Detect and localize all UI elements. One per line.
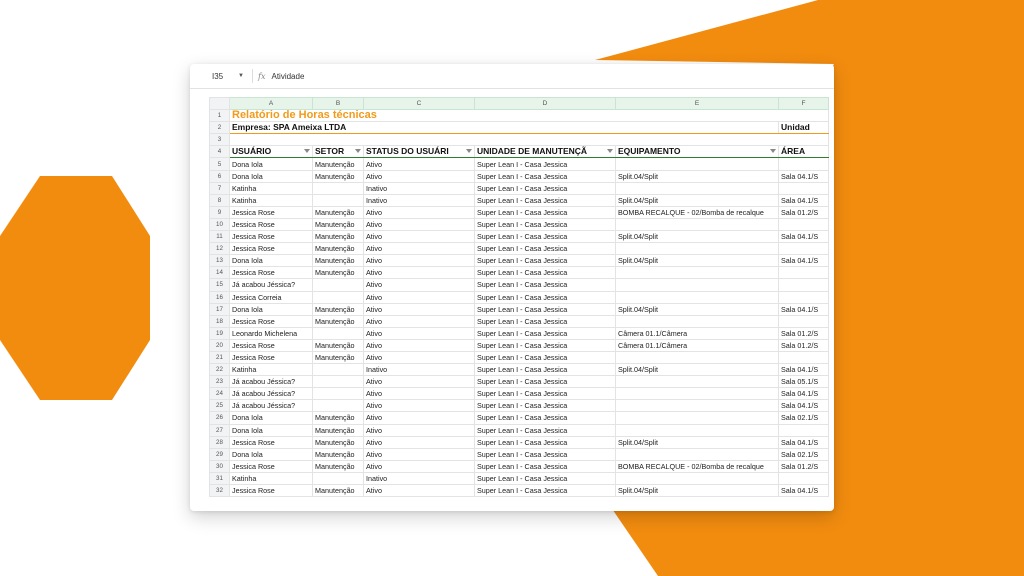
cell-f[interactable] [779, 291, 829, 303]
table-row [210, 376, 829, 388]
row-number[interactable]: 7 [210, 182, 230, 194]
table-row [210, 170, 829, 182]
table-row [210, 460, 829, 472]
cell-f[interactable]: Sala 04.1/S [779, 303, 829, 315]
cell-d[interactable]: Super Lean I - Casa Jessica [475, 291, 616, 303]
row-number[interactable]: 19 [210, 327, 230, 339]
row-number[interactable]: 8 [210, 194, 230, 206]
cell-f[interactable]: Sala 04.1/S [779, 231, 829, 243]
header-status[interactable]: STATUS DO USUÁRI [364, 146, 475, 158]
sheet-row [210, 134, 829, 146]
cell-d[interactable]: Super Lean I - Casa Jessica [475, 206, 616, 218]
row-number[interactable]: 16 [210, 291, 230, 303]
cell-a[interactable]: Já acabou Jéssica? [230, 388, 313, 400]
cell-f[interactable]: Sala 04.1/S [779, 170, 829, 182]
divider [252, 69, 253, 83]
cell-c[interactable]: Ativo [364, 218, 475, 230]
row-number[interactable]: 31 [210, 472, 230, 484]
cell-b[interactable]: Manutenção [313, 303, 364, 315]
table-row [210, 485, 829, 497]
cell-f[interactable]: Sala 04.1/S [779, 436, 829, 448]
orange-hexagon-left [0, 176, 150, 400]
row-number[interactable]: 17 [210, 303, 230, 315]
cell-c[interactable]: Inativo [364, 472, 475, 484]
select-all-corner[interactable] [210, 98, 230, 110]
table-row [210, 388, 829, 400]
cell-c[interactable]: Ativo [364, 436, 475, 448]
cell-f[interactable] [779, 218, 829, 230]
cell-d[interactable]: Super Lean I - Casa Jessica [475, 231, 616, 243]
cell-c[interactable]: Ativo [364, 400, 475, 412]
cell-e[interactable] [616, 351, 779, 363]
row-number[interactable]: 21 [210, 351, 230, 363]
table-row [210, 327, 829, 339]
cell-b[interactable]: Manutenção [313, 460, 364, 472]
filter-icon[interactable] [304, 149, 310, 153]
cell-f[interactable]: Sala 01.2/S [779, 327, 829, 339]
table-row [210, 412, 829, 424]
cell-f[interactable]: Sala 04.1/S [779, 400, 829, 412]
row-number[interactable]: 6 [210, 170, 230, 182]
cell-c[interactable]: Ativo [364, 376, 475, 388]
cell-d[interactable]: Super Lean I - Casa Jessica [475, 182, 616, 194]
cell-e[interactable] [616, 267, 779, 279]
cell-f[interactable]: Sala 04.1/S [779, 364, 829, 376]
cell-b[interactable]: Manutenção [313, 485, 364, 497]
cell-d[interactable]: Super Lean I - Casa Jessica [475, 194, 616, 206]
cell-e[interactable] [616, 400, 779, 412]
cell-a[interactable]: Dona Iola [230, 424, 313, 436]
table-row [210, 351, 829, 363]
cell-d[interactable]: Super Lean I - Casa Jessica [475, 436, 616, 448]
column-header-e[interactable]: E [616, 98, 779, 110]
cell-a[interactable]: Leonardo Michelena [230, 327, 313, 339]
cell-d[interactable]: Super Lean I - Casa Jessica [475, 279, 616, 291]
row-number[interactable]: 20 [210, 339, 230, 351]
cell-d[interactable]: Super Lean I - Casa Jessica [475, 485, 616, 497]
row-number[interactable]: 1 [210, 110, 230, 122]
cell-d[interactable]: Super Lean I - Casa Jessica [475, 448, 616, 460]
column-header-f[interactable]: F [779, 98, 829, 110]
cell-c[interactable]: Inativo [364, 364, 475, 376]
table-row [210, 243, 829, 255]
cell-d[interactable]: Super Lean I - Casa Jessica [475, 218, 616, 230]
cell-c[interactable]: Ativo [364, 351, 475, 363]
header-area[interactable]: ÁREA [779, 146, 829, 158]
cell-b[interactable] [313, 364, 364, 376]
cell-a[interactable]: Já acabou Jéssica? [230, 400, 313, 412]
chevron-down-icon[interactable]: ▼ [238, 73, 244, 79]
cell-a[interactable]: Jessica Rose [230, 218, 313, 230]
row-number[interactable]: 15 [210, 279, 230, 291]
cell-b[interactable] [313, 376, 364, 388]
cell-c[interactable]: Ativo [364, 424, 475, 436]
cell-f[interactable] [779, 279, 829, 291]
cell-b[interactable]: Manutenção [313, 412, 364, 424]
table-row [210, 315, 829, 327]
cell-b[interactable]: Manutenção [313, 351, 364, 363]
cell-a[interactable]: Jessica Rose [230, 243, 313, 255]
cell-f[interactable]: Sala 01.2/S [779, 460, 829, 472]
table-row [210, 231, 829, 243]
cell-e[interactable] [616, 315, 779, 327]
cell-d[interactable]: Super Lean I - Casa Jessica [475, 267, 616, 279]
table-row [210, 158, 829, 170]
cell-e[interactable] [616, 388, 779, 400]
sheet-row [210, 122, 829, 134]
filter-icon[interactable] [466, 149, 472, 153]
cell-a[interactable]: Jessica Rose [230, 206, 313, 218]
cell-a[interactable]: Dona Iola [230, 255, 313, 267]
row-number[interactable]: 29 [210, 448, 230, 460]
row-number[interactable]: 9 [210, 206, 230, 218]
row-number[interactable]: 5 [210, 158, 230, 170]
row-number[interactable]: 32 [210, 485, 230, 497]
cell-e[interactable]: Split.04/Split [616, 170, 779, 182]
cell-b[interactable] [313, 279, 364, 291]
cell-c[interactable]: Inativo [364, 194, 475, 206]
cell-a[interactable]: Katinha [230, 472, 313, 484]
cell-e[interactable]: BOMBA RECALQUE - 02/Bomba de recalque [616, 460, 779, 472]
cell-a[interactable]: Jessica Rose [230, 231, 313, 243]
cell-e[interactable] [616, 448, 779, 460]
cell-f[interactable]: Sala 02.1/S [779, 412, 829, 424]
cell-a[interactable]: Jessica Rose [230, 485, 313, 497]
cell-b[interactable]: Manutenção [313, 267, 364, 279]
cell-e[interactable]: BOMBA RECALQUE - 02/Bomba de recalque [616, 206, 779, 218]
cell-a[interactable]: Dona Iola [230, 158, 313, 170]
cell-c[interactable]: Ativo [364, 327, 475, 339]
cell-b[interactable]: Manutenção [313, 231, 364, 243]
cell-c[interactable]: Ativo [364, 231, 475, 243]
cell-e[interactable]: Split.04/Split [616, 255, 779, 267]
cell-e[interactable]: Câmera 01.1/Câmera [616, 339, 779, 351]
cell-c[interactable]: Ativo [364, 388, 475, 400]
cell-e[interactable]: Split.04/Split [616, 436, 779, 448]
cell-a[interactable]: Jessica Rose [230, 351, 313, 363]
table-header-row [210, 146, 829, 158]
cell-e[interactable]: Split.04/Split [616, 231, 779, 243]
cell-e[interactable] [616, 376, 779, 388]
cell-b[interactable]: Manutenção [313, 315, 364, 327]
cell-e[interactable] [616, 291, 779, 303]
table-row [210, 279, 829, 291]
cell-b[interactable]: Manutenção [313, 255, 364, 267]
sheet-grid [209, 97, 829, 497]
row-number[interactable]: 24 [210, 388, 230, 400]
table-row [210, 194, 829, 206]
cell-d[interactable]: Super Lean I - Casa Jessica [475, 424, 616, 436]
report-title[interactable]: Relatório de Horas técnicas [230, 110, 829, 122]
cell-e[interactable]: Split.04/Split [616, 364, 779, 376]
cell-d[interactable]: Super Lean I - Casa Jessica [475, 339, 616, 351]
cell-d[interactable]: Super Lean I - Casa Jessica [475, 327, 616, 339]
cell-b[interactable]: Manutenção [313, 424, 364, 436]
table-row [210, 448, 829, 460]
cell-b[interactable]: Manutenção [313, 158, 364, 170]
cell-c[interactable]: Ativo [364, 303, 475, 315]
cell-c[interactable]: Ativo [364, 315, 475, 327]
cell-f[interactable] [779, 243, 829, 255]
cell-e[interactable] [616, 218, 779, 230]
row-number[interactable]: 14 [210, 267, 230, 279]
row-number[interactable]: 3 [210, 134, 230, 146]
formula-input[interactable]: Atividade [271, 71, 305, 81]
cell-b[interactable] [313, 291, 364, 303]
cell-e[interactable]: Split.04/Split [616, 485, 779, 497]
cell-a[interactable]: Já acabou Jéssica? [230, 376, 313, 388]
cell-b[interactable]: Manutenção [313, 170, 364, 182]
header-usuario[interactable]: USUÁRIO [230, 146, 313, 158]
cell-a[interactable]: Dona Iola [230, 448, 313, 460]
cell-f[interactable]: Sala 01.2/S [779, 206, 829, 218]
cell-e[interactable] [616, 412, 779, 424]
row-number[interactable]: 28 [210, 436, 230, 448]
cell-d[interactable]: Super Lean I - Casa Jessica [475, 388, 616, 400]
cell-c[interactable]: Ativo [364, 170, 475, 182]
header-unidade[interactable]: UNIDADE DE MANUTENÇÃ [475, 146, 616, 158]
formula-bar [190, 64, 834, 89]
table-row [210, 182, 829, 194]
cell-e[interactable]: Split.04/Split [616, 194, 779, 206]
cell-f[interactable] [779, 424, 829, 436]
cell-d[interactable]: Super Lean I - Casa Jessica [475, 243, 616, 255]
column-header-a[interactable]: A [230, 98, 313, 110]
cell-c[interactable]: Ativo [364, 243, 475, 255]
cell-d[interactable]: Super Lean I - Casa Jessica [475, 303, 616, 315]
row-number[interactable]: 22 [210, 364, 230, 376]
cell-a[interactable]: Jessica Correia [230, 291, 313, 303]
row-number[interactable]: 4 [210, 146, 230, 158]
cell-a[interactable]: Katinha [230, 194, 313, 206]
cell-b[interactable]: Manutenção [313, 448, 364, 460]
cell-f[interactable]: Sala 02.1/S [779, 448, 829, 460]
name-box[interactable] [190, 72, 250, 81]
cell-b[interactable] [313, 182, 364, 194]
table-row [210, 218, 829, 230]
unit-label[interactable]: Unidad [779, 122, 829, 134]
fx-icon: fx [258, 71, 266, 81]
cell-a[interactable]: Jessica Rose [230, 339, 313, 351]
cell-d[interactable]: Super Lean I - Casa Jessica [475, 412, 616, 424]
row-number[interactable]: 26 [210, 412, 230, 424]
table-row [210, 267, 829, 279]
cell-c[interactable]: Ativo [364, 255, 475, 267]
cell-b[interactable]: Manutenção [313, 218, 364, 230]
cell-d[interactable]: Super Lean I - Casa Jessica [475, 158, 616, 170]
cell-reference: I35 [212, 71, 224, 81]
cell-e[interactable] [616, 182, 779, 194]
table-row [210, 400, 829, 412]
table-row [210, 364, 829, 376]
cell-c[interactable]: Ativo [364, 339, 475, 351]
table-row [210, 472, 829, 484]
table-row [210, 436, 829, 448]
cell-b[interactable] [313, 400, 364, 412]
spreadsheet-window [190, 64, 834, 511]
row-number[interactable]: 30 [210, 460, 230, 472]
cell-e[interactable]: Split.04/Split [616, 303, 779, 315]
cell-f[interactable]: Sala 01.2/S [779, 339, 829, 351]
cell-b[interactable] [313, 472, 364, 484]
cell-b[interactable]: Manutenção [313, 243, 364, 255]
cell-c[interactable]: Ativo [364, 291, 475, 303]
table-row [210, 206, 829, 218]
cell-c[interactable]: Ativo [364, 460, 475, 472]
row-number[interactable]: 13 [210, 255, 230, 267]
cell-a[interactable]: Jessica Rose [230, 460, 313, 472]
cell-c[interactable]: Ativo [364, 279, 475, 291]
cell-a[interactable]: Jessica Rose [230, 267, 313, 279]
row-number[interactable]: 18 [210, 315, 230, 327]
cell-f[interactable] [779, 315, 829, 327]
cell-b[interactable] [313, 388, 364, 400]
filter-icon[interactable] [770, 149, 776, 153]
cell-c[interactable]: Ativo [364, 206, 475, 218]
cell-f[interactable] [779, 158, 829, 170]
cell-b[interactable]: Manutenção [313, 206, 364, 218]
table-row [210, 291, 829, 303]
cell-a[interactable]: Katinha [230, 364, 313, 376]
row-number[interactable]: 25 [210, 400, 230, 412]
cell-a[interactable]: Dona Iola [230, 170, 313, 182]
company-name[interactable]: Empresa: SPA Ameixa LTDA [230, 122, 779, 134]
cell-b[interactable] [313, 327, 364, 339]
cell-b[interactable]: Manutenção [313, 339, 364, 351]
cell-d[interactable]: Super Lean I - Casa Jessica [475, 376, 616, 388]
cell-a[interactable]: Jessica Rose [230, 436, 313, 448]
cell-d[interactable]: Super Lean I - Casa Jessica [475, 400, 616, 412]
row-number[interactable]: 10 [210, 218, 230, 230]
cell-f[interactable]: Sala 04.1/S [779, 194, 829, 206]
cell-e[interactable] [616, 279, 779, 291]
row-number[interactable]: 2 [210, 122, 230, 134]
table-row [210, 255, 829, 267]
column-header-row [210, 98, 829, 110]
column-header-b[interactable]: B [313, 98, 364, 110]
filter-icon[interactable] [607, 149, 613, 153]
cell-e[interactable] [616, 158, 779, 170]
cell-a[interactable]: Dona Iola [230, 303, 313, 315]
table-row [210, 424, 829, 436]
cell-f[interactable] [779, 472, 829, 484]
cell-d[interactable]: Super Lean I - Casa Jessica [475, 364, 616, 376]
header-setor[interactable]: SETOR [313, 146, 364, 158]
cell-f[interactable]: Sala 04.1/S [779, 388, 829, 400]
column-header-d[interactable]: D [475, 98, 616, 110]
cell-a[interactable]: Dona Iola [230, 412, 313, 424]
cell-e[interactable] [616, 472, 779, 484]
row-number[interactable]: 23 [210, 376, 230, 388]
cell-a[interactable]: Jessica Rose [230, 315, 313, 327]
cell-d[interactable]: Super Lean I - Casa Jessica [475, 351, 616, 363]
sheet-row [210, 110, 829, 122]
filter-icon[interactable] [355, 149, 361, 153]
cell-e[interactable] [616, 243, 779, 255]
cell-c[interactable]: Ativo [364, 158, 475, 170]
cell-f[interactable]: Sala 04.1/S [779, 255, 829, 267]
cell-c[interactable]: Ativo [364, 412, 475, 424]
empty-row[interactable] [230, 134, 829, 146]
cell-f[interactable] [779, 267, 829, 279]
cell-f[interactable] [779, 182, 829, 194]
cell-c[interactable]: Ativo [364, 485, 475, 497]
row-number[interactable]: 12 [210, 243, 230, 255]
table-row [210, 339, 829, 351]
cell-c[interactable]: Ativo [364, 448, 475, 460]
cell-c[interactable]: Ativo [364, 267, 475, 279]
cell-b[interactable] [313, 194, 364, 206]
cell-f[interactable]: Sala 04.1/S [779, 485, 829, 497]
cell-d[interactable]: Super Lean I - Casa Jessica [475, 472, 616, 484]
cell-c[interactable]: Inativo [364, 182, 475, 194]
column-header-c[interactable]: C [364, 98, 475, 110]
cell-d[interactable]: Super Lean I - Casa Jessica [475, 170, 616, 182]
header-equipamento[interactable]: EQUIPAMENTO [616, 146, 779, 158]
cell-e[interactable]: Câmera 01.1/Câmera [616, 327, 779, 339]
cell-a[interactable]: Katinha [230, 182, 313, 194]
row-number[interactable]: 11 [210, 231, 230, 243]
cell-d[interactable]: Super Lean I - Casa Jessica [475, 255, 616, 267]
row-number[interactable]: 27 [210, 424, 230, 436]
cell-d[interactable]: Super Lean I - Casa Jessica [475, 460, 616, 472]
table-row [210, 303, 829, 315]
cell-e[interactable] [616, 424, 779, 436]
cell-f[interactable] [779, 351, 829, 363]
cell-a[interactable]: Já acabou Jéssica? [230, 279, 313, 291]
cell-b[interactable]: Manutenção [313, 436, 364, 448]
cell-f[interactable]: Sala 05.1/S [779, 376, 829, 388]
cell-d[interactable]: Super Lean I - Casa Jessica [475, 315, 616, 327]
